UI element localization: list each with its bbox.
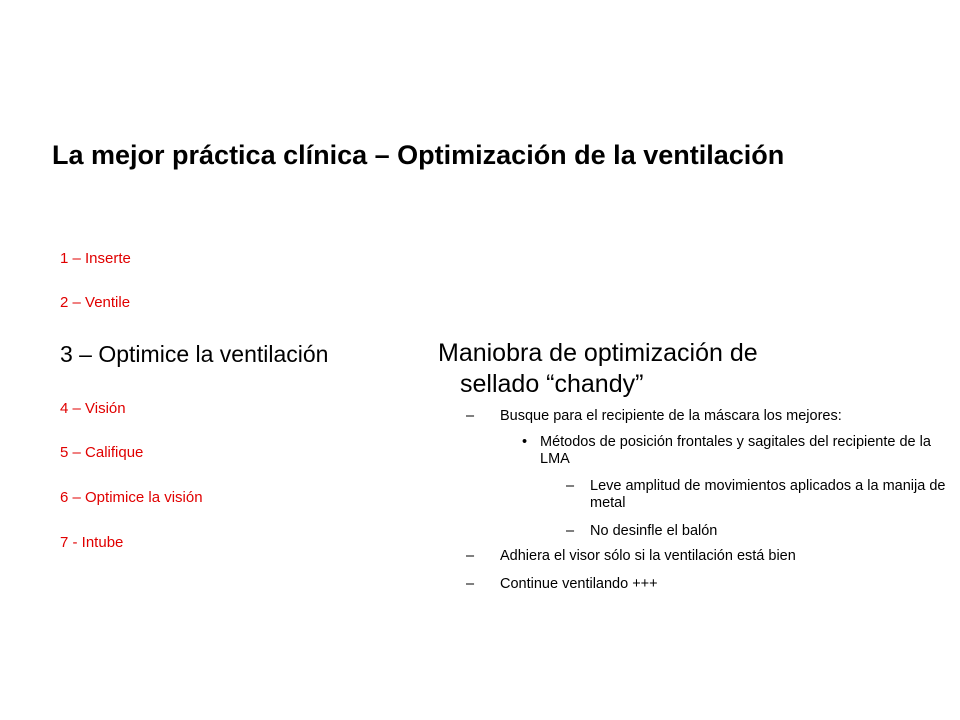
point-6 <box>466 576 946 593</box>
bullet-marker: • <box>522 434 528 450</box>
point-text: Adhiera el visor sólo si la ventilación está bien <box>500 548 796 564</box>
point-text: Métodos de posición frontales y sagitales del recipiente de la LMA <box>540 434 931 467</box>
dash-marker: – <box>566 523 575 539</box>
point-1 <box>466 408 946 425</box>
point-text: Leve amplitud de movimientos aplicados a la manija de metal <box>590 478 946 511</box>
step-7: 7 - Intube <box>60 534 124 551</box>
point-text: Busque para el recipiente de la máscara los mejores: <box>500 408 842 424</box>
slide-title: La mejor práctica clínica – Optimización de la ventilación <box>52 140 785 170</box>
step-4: 4 – Visión <box>60 400 126 417</box>
point-5 <box>466 548 946 565</box>
step-1: 1 – Inserte <box>60 250 131 267</box>
point-text: Continue ventilando +++ <box>500 576 658 592</box>
dash-marker: – <box>466 576 475 592</box>
point-2 <box>522 434 932 468</box>
dash-marker: – <box>466 408 475 424</box>
step-2: 2 – Ventile <box>60 294 131 311</box>
section-heading-line1: Maniobra de optimización de <box>438 339 758 367</box>
point-text: No desinfle el balón <box>590 523 718 539</box>
section-heading <box>438 338 918 400</box>
point-4 <box>566 523 958 540</box>
point-3 <box>566 478 958 512</box>
dash-marker: – <box>566 478 575 494</box>
dash-marker: – <box>466 548 475 564</box>
step-5: 5 – Califique <box>60 444 144 461</box>
step-3-current: 3 – Optimice la ventilación <box>60 341 329 367</box>
section-heading-line2: sellado “chandy” <box>460 370 644 398</box>
step-6: 6 – Optimice la visión <box>60 489 203 506</box>
